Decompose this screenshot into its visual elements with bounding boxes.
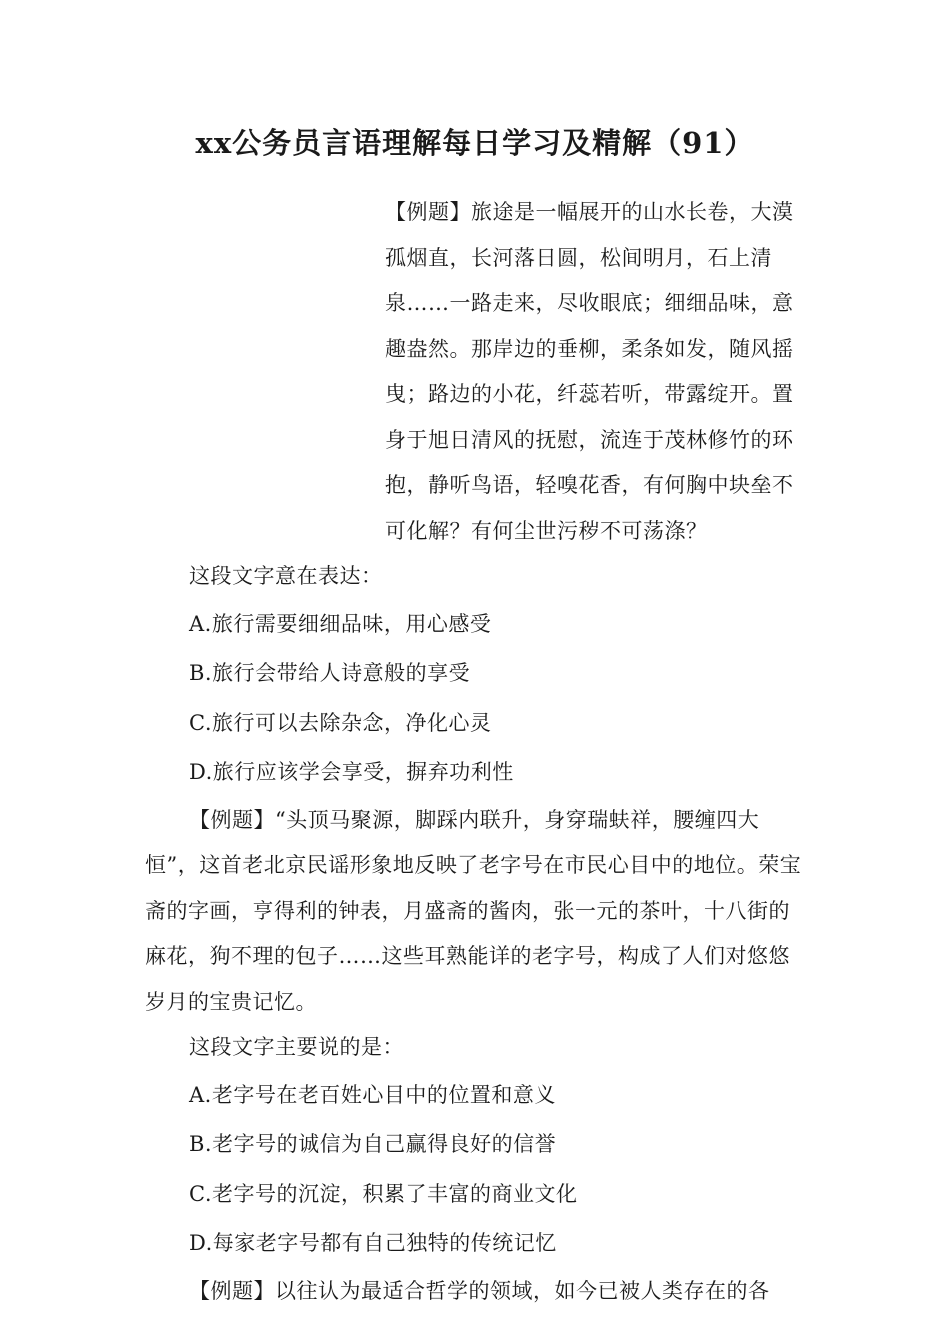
page-title: xx公务员言语理解每日学习及精解（91） xyxy=(195,126,755,160)
document-body xyxy=(145,190,810,1314)
example-3-text: 【例题】以往认为最适合哲学的领域，如今已被人类存在的各 xyxy=(189,1278,770,1303)
example-2-option-b: B.老字号的诚信为自己赢得良好的信誉 xyxy=(189,1132,557,1156)
example-2-option-a: A.老字号在老百姓心目中的位置和意义 xyxy=(189,1082,556,1107)
example-1-option-d: D.旅行应该学会享受，摒弃功利性 xyxy=(189,760,514,784)
example-1-question: 这段文字意在表达： xyxy=(189,564,383,588)
example-2-option-c: C.老字号的沉淀，积累了丰富的商业文化 xyxy=(189,1181,578,1206)
example-1-text: 【例题】旅途是一幅展开的山水长卷，大漠孤烟直，长河落日圆，松间明月，石上清泉……一路走来，尽收眼底；细细品味，意趣盎然。那岸边的垂柳，柔条如发，随风摇曳；路边的小花，纤蕊若听，带露绽开。置身于旭日清风的抚慰，流连于茂林修竹的环抱，静听鸟语，轻嗅花香，有何胸中块垒不可化解？有何尘世污秽不可荡涤？ xyxy=(385,200,794,543)
example-2-option-d: D.每家老字号都有自己独特的传统记忆 xyxy=(189,1231,557,1255)
example-1-option-a: A.旅行需要细细品味，用心感受 xyxy=(189,611,492,636)
example-2-text: 【例题】“头顶马聚源，脚踩内联升，身穿瑞蚨祥，腰缠四大恒”，这首老北京民谣形象地反映了老字号在市民心目中的地位。荣宝斋的字画，亨得利的钟表，月盛斋的酱肉，张一元的茶叶，十八街的麻花，狗不理的包子……这些耳熟能详的老字号，构成了人们对悠悠岁月的宝贵记忆。 xyxy=(145,807,802,1014)
example-1-option-b: B.旅行会带给人诗意般的享受 xyxy=(189,661,471,685)
example-2-question: 这段文字主要说的是： xyxy=(189,1035,404,1059)
example-1-option-c: C.旅行可以去除杂念，净化心灵 xyxy=(189,710,492,735)
